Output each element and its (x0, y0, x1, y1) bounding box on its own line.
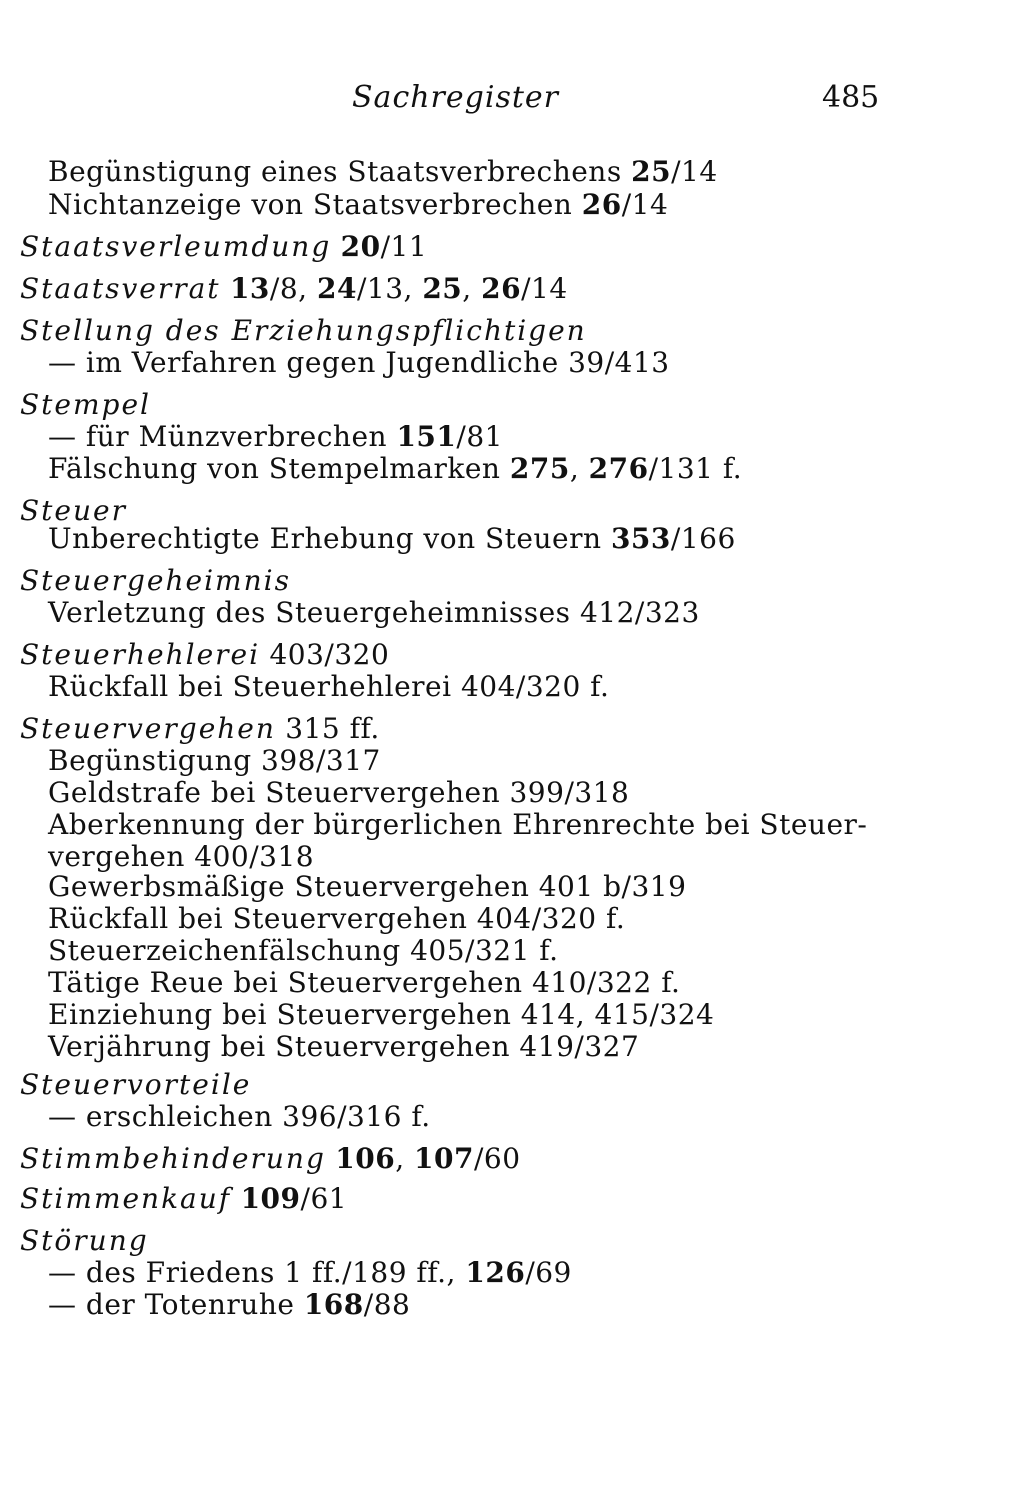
entry-text: /14 (621, 188, 669, 221)
index-subentry (48, 1288, 410, 1321)
index-subentry (48, 744, 381, 777)
entry-text (326, 1142, 335, 1175)
entry-text: Unberechtigte Erhebung von Steuern (48, 522, 611, 555)
entry-text: /166 (670, 522, 736, 555)
entry-text: Rückfall bei Steuervergehen 404/320 f. (48, 902, 626, 935)
index-term: Stellung des Erziehungspflichtigen (20, 314, 587, 347)
bold-reference: 168 (303, 1288, 364, 1321)
index-heading (20, 638, 389, 671)
entry-text: Gewerbsmäßige Steuervergehen 401 b/319 (48, 870, 687, 903)
entry-text: Begünstigung 398/317 (48, 744, 381, 777)
entry-text: /61 (300, 1182, 348, 1215)
entry-text: Verletzung des Steuergeheimnisses 412/323 (48, 596, 700, 629)
entry-text: Rückfall bei Steuerhehlerei 404/320 f. (48, 670, 610, 703)
entry-text: Fälschung von Stempelmarken (48, 452, 510, 485)
entry-text: — für Münzverbrechen (48, 420, 397, 453)
index-heading (20, 1182, 347, 1215)
index-subentry (48, 966, 680, 999)
entry-text: Aberkennung der bürgerlichen Ehrenrechte bei Steuer- (48, 808, 868, 841)
entry-text: Begünstigung eines Staatsverbrechens (48, 155, 632, 188)
entry-text: Einziehung bei Steuervergehen 414, 415/324 (48, 998, 715, 1031)
index-heading (20, 1224, 149, 1257)
bold-reference: 151 (396, 420, 457, 453)
index-heading (20, 272, 568, 305)
index-term: Stimmbehinderung (20, 1142, 326, 1175)
index-subentry (48, 346, 670, 379)
entry-text: — der Totenruhe (48, 1288, 304, 1321)
index-subentry (48, 188, 668, 221)
bold-reference: 276 (588, 452, 649, 485)
bold-reference: 13 (229, 272, 270, 305)
index-subentry (48, 870, 686, 903)
index-heading (20, 1068, 251, 1101)
entry-text: Verjährung bei Steuervergehen 419/327 (48, 1030, 640, 1063)
entry-text: /13, (356, 272, 423, 305)
index-subentry (48, 998, 714, 1031)
entry-text: /69 (525, 1256, 572, 1289)
index-subentry (48, 934, 559, 967)
entry-text: /131 f. (648, 452, 743, 485)
index-subentry (48, 1030, 639, 1063)
entry-text: , (395, 1142, 415, 1175)
index-term: Steuervorteile (20, 1068, 252, 1101)
entry-text: Nichtanzeige von Staatsverbrechen (48, 188, 582, 221)
bold-reference: 106 (335, 1142, 396, 1175)
entry-text: — erschleichen 396/316 f. (48, 1100, 431, 1133)
index-term: Steuervergehen (20, 712, 276, 745)
entry-text: /60 (474, 1142, 521, 1175)
bold-reference: 24 (316, 272, 357, 305)
bold-reference: 353 (610, 522, 671, 555)
bold-reference: 26 (481, 272, 522, 305)
entry-text: /8, (269, 272, 317, 305)
index-term: Staatsverleumdung (20, 230, 332, 263)
entry-text: Tätige Reue bei Steuervergehen 410/322 f. (48, 966, 681, 999)
entry-text: — im Verfahren gegen Jugendliche 39/413 (48, 346, 670, 379)
index-heading (20, 388, 151, 421)
bold-reference: 25 (631, 155, 672, 188)
entry-text (231, 1182, 240, 1215)
bold-reference: 126 (465, 1256, 526, 1289)
entry-text: 403/320 (260, 638, 390, 671)
bold-reference: 25 (422, 272, 463, 305)
index-term: Stimmenkauf (20, 1182, 232, 1215)
bold-reference: 275 (509, 452, 570, 485)
index-subentry (48, 902, 625, 935)
index-subentry (48, 596, 700, 629)
bold-reference: 20 (340, 230, 381, 263)
index-subentry (48, 808, 867, 841)
page-number: 485 (822, 80, 880, 115)
entry-text: Geldstrafe bei Steuervergehen 399/318 (48, 776, 630, 809)
entry-text: /11 (380, 230, 428, 263)
bold-reference: 109 (240, 1182, 301, 1215)
index-subentry (48, 155, 718, 188)
index-subentry (48, 522, 736, 555)
index-heading (20, 1142, 521, 1175)
index-term: Störung (20, 1224, 149, 1257)
entry-text: /14 (521, 272, 568, 305)
index-heading (20, 564, 291, 597)
index-subentry (48, 1100, 431, 1133)
index-heading (20, 230, 427, 263)
index-subentry (48, 670, 609, 703)
index-heading (20, 314, 587, 347)
index-term: Steuergeheimnis (20, 564, 291, 597)
bold-reference: 26 (581, 188, 622, 221)
index-term: Steuer (20, 494, 127, 527)
entry-text: 315 ff. (275, 712, 380, 745)
index-term: Stempel (20, 388, 152, 421)
index-term: Staatsverrat (20, 272, 221, 305)
entry-text: /81 (456, 420, 503, 453)
index-subentry (48, 776, 629, 809)
index-subentry (48, 840, 314, 873)
index-subentry (48, 420, 503, 453)
index-subentry (48, 452, 742, 485)
index-heading (20, 712, 380, 745)
entry-text (331, 230, 340, 263)
entry-text: , (462, 272, 482, 305)
entry-text: /14 (671, 155, 718, 188)
entry-text: vergehen 400/318 (48, 840, 315, 873)
entry-text: Steuerzeichenfälschung 405/321 f. (48, 934, 559, 967)
index-term: Steuerhehlerei (20, 638, 261, 671)
bold-reference: 107 (414, 1142, 474, 1175)
entry-text: /88 (363, 1288, 411, 1321)
entry-text: — des Friedens 1 ff./189 ff., (48, 1256, 466, 1289)
entry-text: , (569, 452, 589, 485)
index-subentry (48, 1256, 572, 1289)
page-header-title: Sachregister (352, 80, 559, 115)
entry-text (221, 272, 230, 305)
